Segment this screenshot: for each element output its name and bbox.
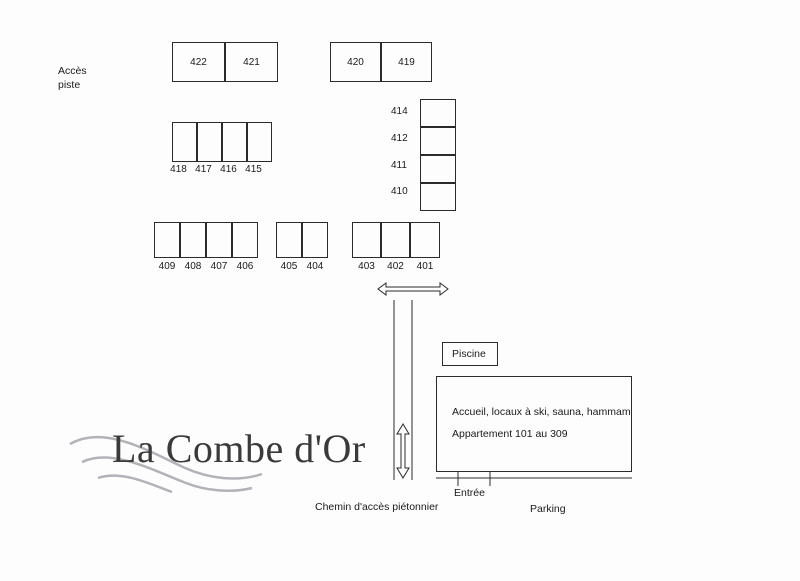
unit-401[interactable] — [410, 222, 440, 258]
unit-label-422: 422 — [190, 56, 207, 68]
unit-label-408: 408 — [184, 261, 202, 272]
unit-label-415: 415 — [245, 164, 262, 175]
parking-label: Parking — [530, 503, 566, 515]
unit-411[interactable] — [420, 155, 456, 183]
unit-label-419: 419 — [398, 56, 415, 68]
unit-label-418: 418 — [170, 164, 187, 175]
logo-text: La Combe d'Or — [112, 426, 366, 471]
unit-407[interactable] — [206, 222, 232, 258]
accueil-box[interactable] — [436, 376, 632, 472]
unit-label-403: 403 — [358, 261, 375, 272]
acces-piste-line2: piste — [58, 79, 81, 91]
unit-label-410: 410 — [391, 186, 408, 197]
unit-label-402: 402 — [387, 261, 404, 272]
unit-415[interactable] — [247, 122, 272, 162]
horizontal-arrow-icon — [378, 283, 448, 295]
unit-410[interactable] — [420, 183, 456, 211]
appartement-text: Appartement 101 au 309 — [452, 428, 568, 440]
unit-label-407: 407 — [210, 261, 228, 272]
unit-label-417: 417 — [195, 164, 212, 175]
unit-405[interactable] — [276, 222, 302, 258]
unit-label-409: 409 — [158, 261, 176, 272]
unit-label-421: 421 — [243, 56, 260, 68]
unit-403[interactable] — [352, 222, 381, 258]
acces-piste-label — [58, 64, 87, 92]
unit-label-412: 412 — [391, 133, 408, 144]
piscine-label: Piscine — [452, 348, 486, 360]
unit-416[interactable] — [222, 122, 247, 162]
chemin-label: Chemin d'accès piétonnier — [315, 501, 439, 513]
unit-409[interactable] — [154, 222, 180, 258]
unit-404[interactable] — [302, 222, 328, 258]
unit-414[interactable] — [420, 99, 456, 127]
unit-label-420: 420 — [347, 56, 364, 68]
unit-label-414: 414 — [391, 106, 408, 117]
unit-label-401: 401 — [416, 261, 434, 272]
unit-417[interactable] — [197, 122, 222, 162]
unit-label-416: 416 — [220, 164, 237, 175]
vertical-arrow-icon — [397, 424, 409, 478]
unit-402[interactable] — [381, 222, 410, 258]
entree-label: Entrée — [454, 487, 485, 499]
unit-412[interactable] — [420, 127, 456, 155]
unit-406[interactable] — [232, 222, 258, 258]
unit-418[interactable] — [172, 122, 197, 162]
unit-label-405: 405 — [280, 261, 298, 272]
unit-label-404: 404 — [306, 261, 324, 272]
unit-label-406: 406 — [236, 261, 254, 272]
unit-label-411: 411 — [391, 160, 407, 171]
acces-piste-line1: Accès — [58, 65, 87, 77]
accueil-text: Accueil, locaux à ski, sauna, hammam — [452, 406, 631, 418]
unit-408[interactable] — [180, 222, 206, 258]
